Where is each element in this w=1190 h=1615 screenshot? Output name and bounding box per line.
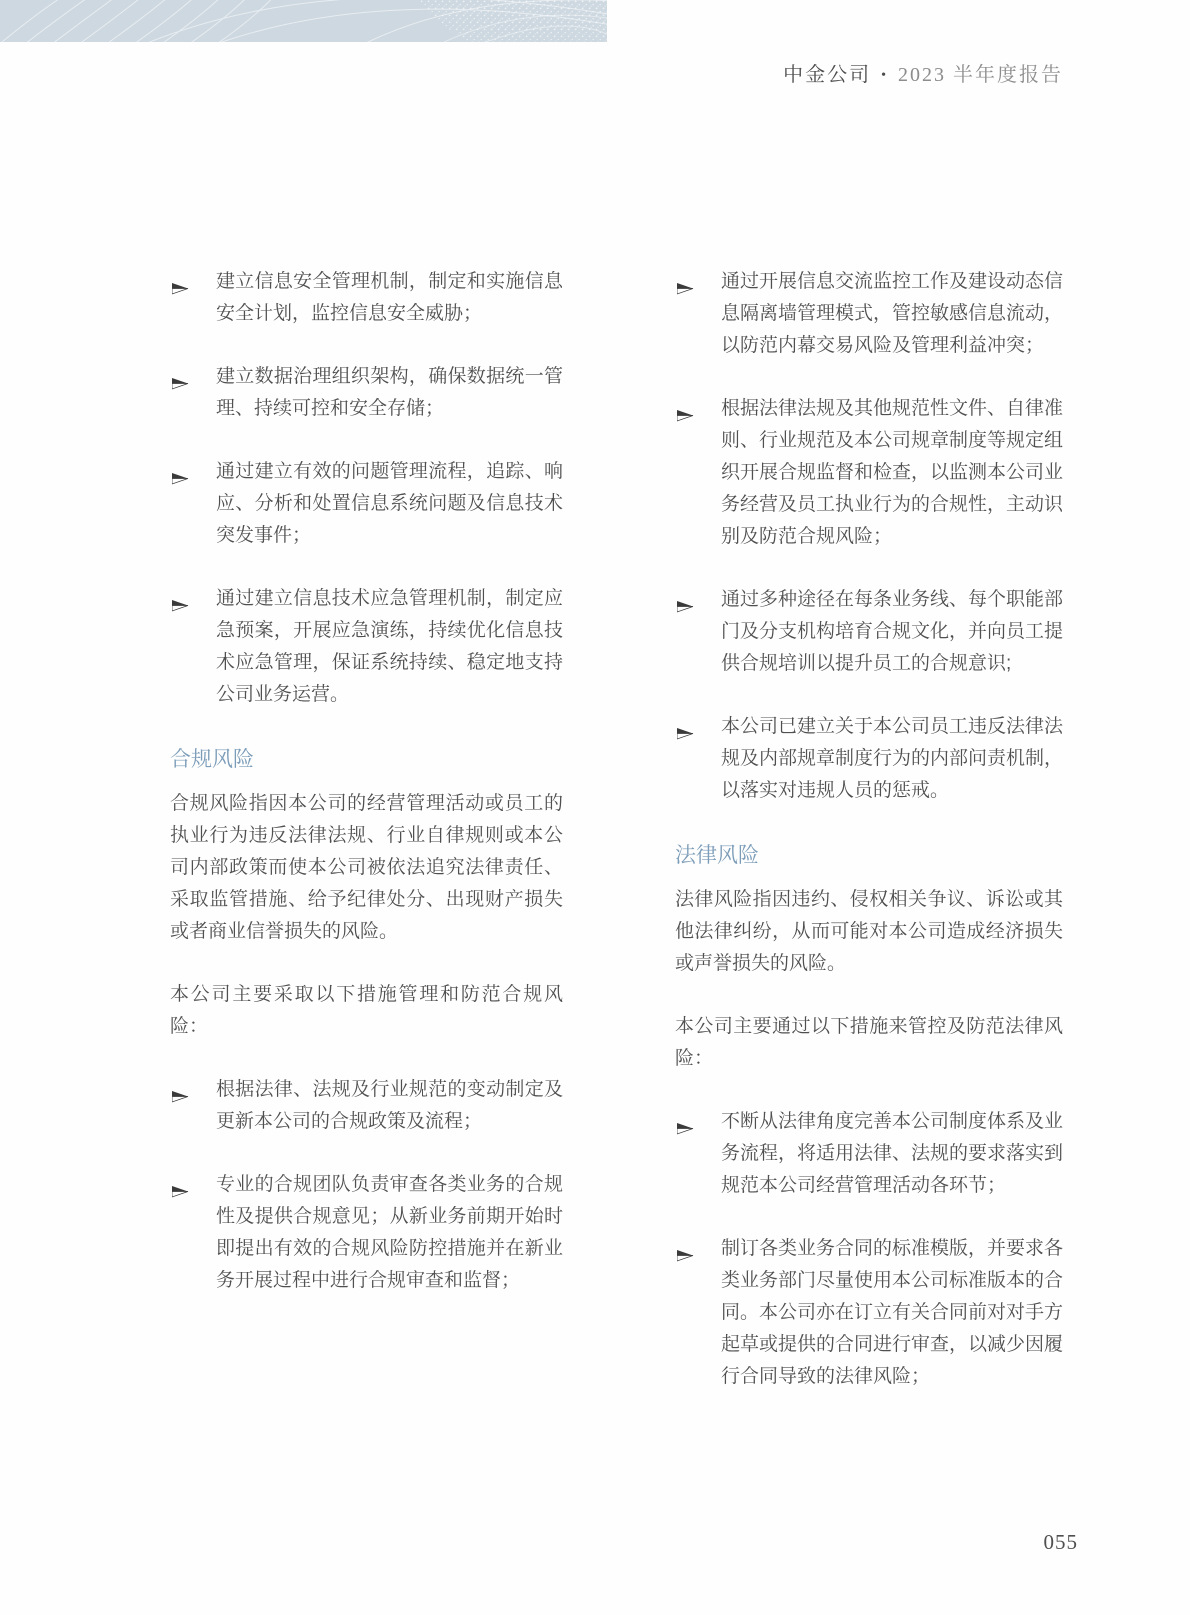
- bullet-text: 根据法律法规及其他规范性文件、自律准则、行业规范及本公司规章制度等规定组织开展合规监督和检查，以监测本公司业务经营及员工执业行为的合规性，主动识别及防范合规风险；: [721, 398, 1064, 547]
- paragraph: 合规风险指因本公司的经营管理活动或员工的执业行为违反法律法规、行业自律规则或本公司内部政策而使本公司被依法追究法律责任、采取监管措施、给予纪律处分、出现财产损失或者商业信誉损失的风险。: [170, 793, 563, 942]
- bullet-text: 建立数据治理组织架构，确保数据统一管理、持续可控和安全存储；: [216, 366, 563, 419]
- list-item: [675, 1233, 1063, 1393]
- page-number: 055: [1043, 1530, 1078, 1554]
- company-name: 中金公司: [783, 64, 872, 86]
- report-title: 2023 半年度报告: [898, 64, 1063, 86]
- bullet-arrow-icon: [677, 593, 697, 607]
- list-item: [170, 1074, 563, 1138]
- list-item: [675, 393, 1063, 553]
- bullet-text: 专业的合规团队负责审查各类业务的合规性及提供合规意见；从新业务前期开始时即提出有效的合规风险防控措施并在新业务开展过程中进行合规审查和监督；: [216, 1174, 563, 1291]
- bullet-arrow-icon: [172, 370, 192, 384]
- bullet-arrow-icon: [677, 275, 697, 289]
- bullet-arrow-icon: [677, 1115, 697, 1129]
- bullet-arrow-icon: [172, 465, 192, 479]
- right-column: [675, 266, 1063, 1424]
- list-item: [675, 584, 1063, 680]
- list-item: [170, 1169, 563, 1297]
- bullet-text: 通过建立信息技术应急管理机制，制定应急预案，开展应急演练，持续优化信息技术应急管理，保证系统持续、稳定地支持公司业务运营。: [216, 588, 563, 705]
- separator-dot-icon: •: [881, 68, 888, 83]
- page-content: [170, 266, 1063, 1424]
- bullet-text: 不断从法律角度完善本公司制度体系及业务流程，将适用法律、法规的要求落实到规范本公司经营管理活动各环节；: [721, 1111, 1064, 1196]
- band-swirl-graphic: [0, 0, 607, 42]
- bullet-arrow-icon: [677, 402, 697, 416]
- bullet-arrow-icon: [172, 1083, 192, 1097]
- paragraph: 法律风险指因违约、侵权相关争议、诉讼或其他法律纠纷，从而可能对本公司造成经济损失或声誉损失的风险。: [675, 889, 1063, 974]
- list-item: [675, 1106, 1063, 1202]
- bullet-arrow-icon: [172, 592, 192, 606]
- bullet-arrow-icon: [677, 1242, 697, 1256]
- paragraph: 本公司主要采取以下措施管理和防范合规风险：: [170, 984, 563, 1037]
- list-item: [170, 266, 563, 330]
- section-heading-legal-risk: 法律风险: [675, 844, 759, 867]
- decorative-band: [0, 0, 607, 42]
- bullet-arrow-icon: [677, 720, 697, 734]
- bullet-text: 通过多种途径在每条业务线、每个职能部门及分支机构培育合规文化，并向员工提供合规培训以提升员工的合规意识;: [721, 589, 1064, 674]
- list-item: [675, 266, 1063, 362]
- bullet-text: 通过建立有效的问题管理流程，追踪、响应、分析和处置信息系统问题及信息技术突发事件；: [216, 461, 563, 546]
- paragraph: 本公司主要通过以下措施来管控及防范法律风险：: [675, 1016, 1063, 1069]
- list-item: [170, 456, 563, 552]
- left-column: [170, 266, 563, 1424]
- list-item: [170, 361, 563, 425]
- bullet-arrow-icon: [172, 275, 192, 289]
- list-item: [675, 711, 1063, 807]
- bullet-text: 根据法律、法规及行业规范的变动制定及更新本公司的合规政策及流程；: [216, 1079, 563, 1132]
- bullet-text: 建立信息安全管理机制，制定和实施信息安全计划，监控信息安全威胁；: [216, 271, 563, 324]
- report-header: [783, 58, 1063, 87]
- section-heading-compliance-risk: 合规风险: [170, 748, 254, 771]
- bullet-text: 制订各类业务合同的标准模版，并要求各类业务部门尽量使用本公司标准版本的合同。本公司亦在订立有关合同前对对手方起草或提供的合同进行审查，以减少因履行合同导致的法律风险；: [721, 1238, 1064, 1387]
- bullet-arrow-icon: [172, 1178, 192, 1192]
- list-item: [170, 583, 563, 711]
- bullet-text: 通过开展信息交流监控工作及建设动态信息隔离墙管理模式，管控敏感信息流动，以防范内幕交易风险及管理利益冲突；: [721, 271, 1064, 356]
- bullet-text: 本公司已建立关于本公司员工违反法律法规及内部规章制度行为的内部问责机制，以落实对违规人员的惩戒。: [721, 716, 1064, 801]
